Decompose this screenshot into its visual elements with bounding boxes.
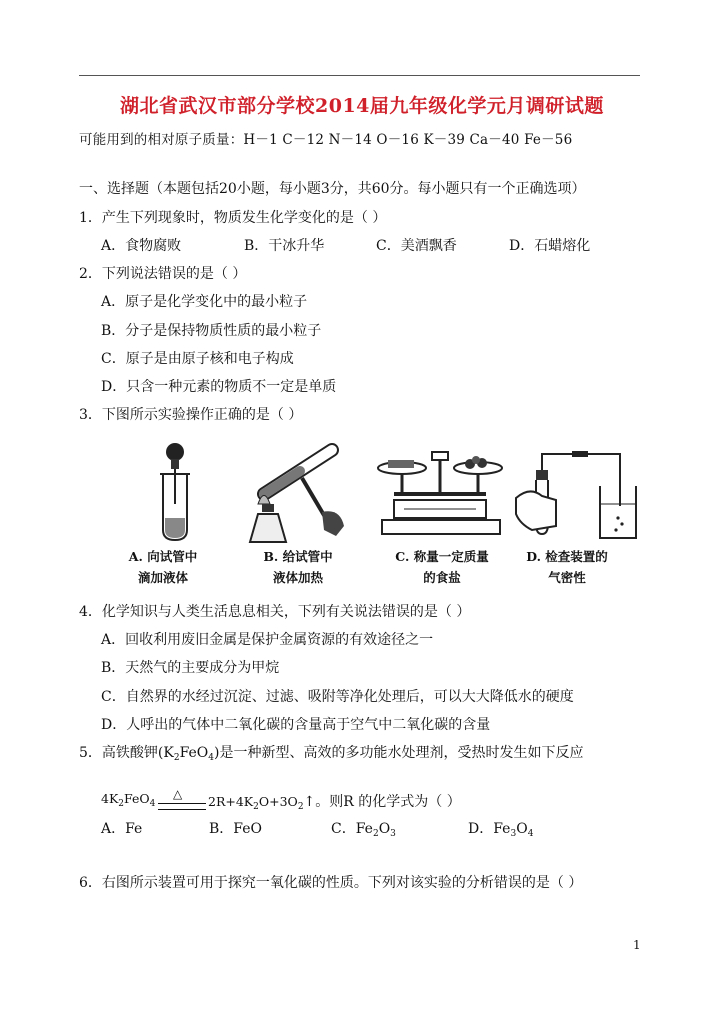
page-number: 1 — [633, 938, 641, 952]
question-4-option-a: A．回收利用废旧金属是保护金属资源的有效途径之一 — [101, 632, 434, 648]
question-1-stem: 1．产生下列现象时，物质发生化学变化的是（ ） — [79, 210, 387, 226]
question-4-option-d: D．人呼出的气体中二氧化碳的含量高于空气中二氧化碳的含量 — [101, 717, 491, 733]
question-6-stem: 6．右图所示装置可用于探究一氧化碳的性质。下列对该实验的分析错误的是（ ） — [79, 875, 583, 891]
figure-d-caption: D. 检查装置的 气密性 — [526, 549, 608, 585]
question-5-option-b: B．FeO — [209, 821, 262, 837]
question-1-option-a: A．食物腐败 — [101, 238, 182, 254]
question-1-option-c: C．美酒飘香 — [376, 238, 457, 254]
figure-b-heating-test-tube — [240, 442, 350, 547]
question-4-option-c: C．自然界的水经过沉淀、过滤、吸附等净化处理后，可以大大降低水的硬度 — [101, 689, 574, 705]
question-3-stem: 3．下图所示实验操作正确的是（ ） — [79, 407, 303, 423]
question-2-option-d: D．只含一种元素的物质不一定是单质 — [101, 379, 337, 395]
question-1-option-b: B．干冰升华 — [244, 238, 325, 254]
figure-a-dropper-test-tube — [140, 442, 210, 544]
figure-c-balance — [374, 448, 508, 540]
question-2-stem: 2．下列说法错误的是（ ） — [79, 266, 247, 282]
question-5-option-c: C．$Fe_2O_3$ — [331, 821, 396, 839]
section-heading: 一、选择题（本题包括20小题，每小题3分，共60分。每小题只有一个正确选项） — [79, 181, 586, 197]
atomic-masses-line: 可能用到的相对原子质量：H－1 C－12 N－14 O－16 K－39 Ca－40 Fe－56 — [79, 132, 573, 148]
heat-condition-symbol: △ — [173, 787, 183, 801]
equation-equals-sign — [158, 803, 206, 810]
figure-d-airtightness-check — [512, 446, 640, 544]
question-1-option-d: D．石蜡熔化 — [509, 238, 591, 254]
equation-rhs: $2R+4K_2O+3O_2↑$。则R 的化学式为（ ） — [208, 794, 461, 812]
figure-c-caption: C. 称量一定质量 的食盐 — [395, 549, 489, 585]
question-5-stem: 5．高铁酸钾$(K_2FeO_4)$是一种新型、高效的多功能水处理剂，受热时发生如下反应 — [79, 745, 584, 763]
question-5-option-a: A．Fe — [101, 821, 143, 837]
question-2-option-a: A．原子是化学变化中的最小粒子 — [101, 294, 308, 310]
question-5-option-d: D．$Fe_3O_4$ — [468, 821, 534, 839]
equation-lhs: $4K_2FeO_4$ — [101, 791, 156, 809]
figure-b-caption: B. 给试管中 液体加热 — [263, 549, 333, 585]
page-title: 湖北省武汉市部分学校2014届九年级化学元月调研试题 — [120, 95, 604, 117]
question-2-option-c: C．原子是由原子核和电子构成 — [101, 351, 294, 367]
question-4-option-b: B．天然气的主要成分为甲烷 — [101, 660, 280, 676]
question-2-option-b: B．分子是保持物质性质的最小粒子 — [101, 323, 322, 339]
figure-a-caption: A. 向试管中 滴加液体 — [128, 549, 198, 585]
header-rule — [79, 75, 640, 76]
question-4-stem: 4．化学知识与人类生活息息相关，下列有关说法错误的是（ ） — [79, 604, 471, 620]
